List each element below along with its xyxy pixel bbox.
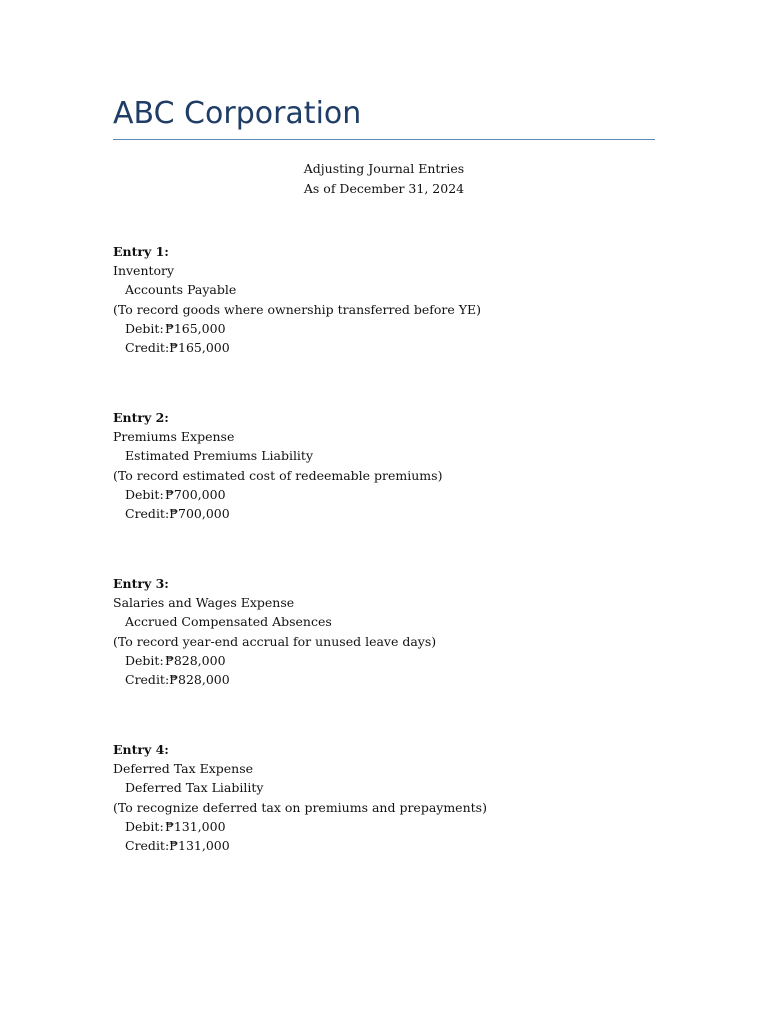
entry-heading: Entry 1: (113, 244, 169, 259)
credit-amount: ₱828,000 (169, 672, 230, 688)
entry-heading: Entry 4: (113, 742, 169, 757)
entry-explanation: (To record goods where ownership transferred before YE) (113, 301, 482, 317)
debit-line (113, 485, 655, 504)
credit-account: Deferred Tax Liability (125, 780, 264, 796)
journal-entry-4 (113, 740, 655, 855)
credit-line (113, 836, 655, 855)
debit-amount: ₱700,000 (165, 486, 226, 502)
entry-explanation: (To recognize deferred tax on premiums and prepayments) (113, 799, 487, 815)
credit-label: Credit: (125, 506, 170, 522)
debit-label: Debit: (125, 818, 164, 834)
debit-line (113, 319, 655, 338)
journal-entry-2 (113, 408, 655, 523)
debit-amount: ₱828,000 (165, 652, 226, 668)
subtitle-line-2: As of December 31, 2024 (303, 180, 465, 196)
credit-account: Accrued Compensated Absences (125, 614, 332, 630)
entry-explanation: (To record year-end accrual for unused leave days) (113, 633, 437, 649)
document-title: ABC Corporation (113, 96, 362, 131)
debit-amount: ₱165,000 (165, 320, 226, 336)
credit-account: Accounts Payable (125, 282, 237, 298)
debit-label: Debit: (125, 652, 164, 668)
entry-heading: Entry 2: (113, 410, 169, 425)
credit-label: Credit: (125, 672, 170, 688)
debit-account: Deferred Tax Expense (113, 761, 254, 777)
debit-account: Salaries and Wages Expense (113, 595, 295, 611)
credit-label: Credit: (125, 340, 170, 356)
title-divider (113, 139, 655, 140)
debit-line (113, 817, 655, 836)
debit-amount: ₱131,000 (165, 818, 226, 834)
credit-amount: ₱131,000 (169, 838, 230, 854)
credit-label: Credit: (125, 838, 170, 854)
credit-account: Estimated Premiums Liability (125, 448, 314, 464)
debit-account: Premiums Expense (113, 429, 235, 445)
credit-amount: ₱700,000 (169, 506, 230, 522)
debit-line (113, 651, 655, 670)
subtitle-line-1: Adjusting Journal Entries (303, 161, 465, 176)
journal-entry-3 (113, 574, 655, 689)
debit-label: Debit: (125, 486, 164, 502)
entry-heading: Entry 3: (113, 576, 169, 591)
debit-account: Inventory (113, 263, 175, 279)
journal-entry-1 (113, 242, 655, 357)
entry-explanation: (To record estimated cost of redeemable premiums) (113, 467, 443, 483)
document-subtitle (113, 159, 655, 198)
credit-line (113, 670, 655, 689)
credit-line (113, 338, 655, 357)
credit-line (113, 504, 655, 523)
debit-label: Debit: (125, 320, 164, 336)
credit-amount: ₱165,000 (169, 340, 230, 356)
